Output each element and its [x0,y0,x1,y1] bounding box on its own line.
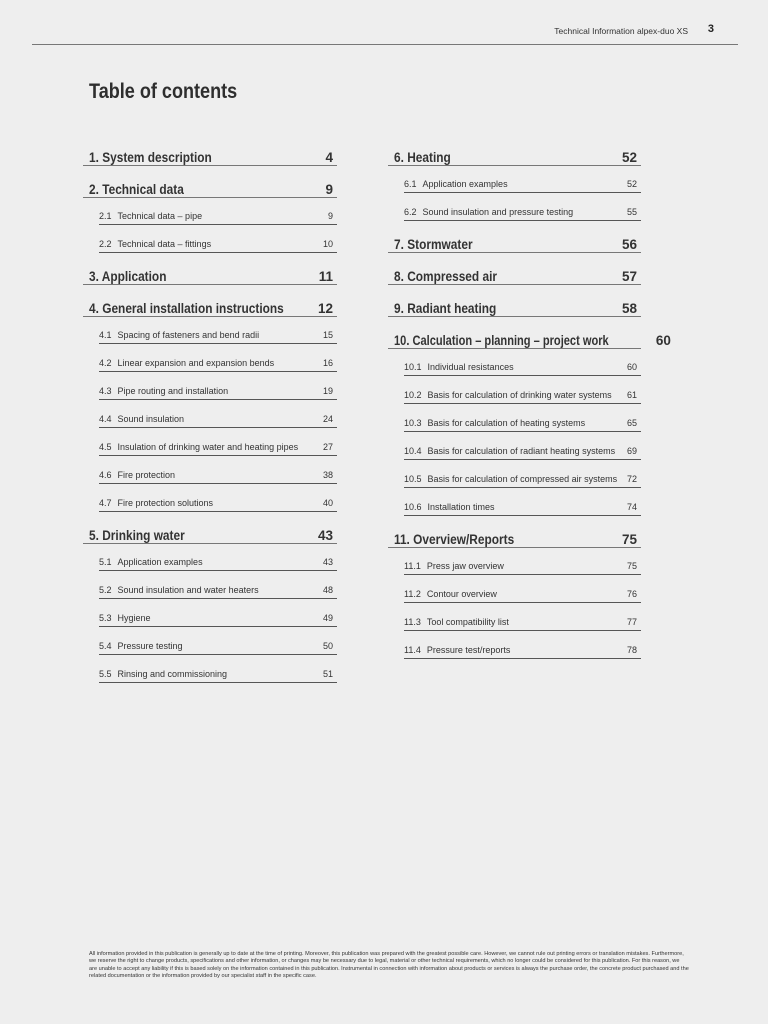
subsection-page-number: 38 [322,470,333,480]
section-page-number: 4 [325,150,333,165]
toc-section-heading[interactable] [388,267,641,285]
subsection-title: Press jaw overview [426,561,504,571]
subsection-title: Basis for calculation of drinking water systems [427,390,612,400]
toc-section-heading[interactable] [83,148,337,166]
toc-section-heading[interactable] [83,180,337,198]
subsection-number: 6.1 [404,179,417,189]
subsection-title: Contour overview [426,589,497,599]
toc-subsection-entry[interactable] [99,484,337,512]
page-number: 3 [707,23,714,35]
subsection-title: Sound insulation [117,414,185,424]
subsection-label [404,474,617,487]
subsection-title: Basis for calculation of heating systems [427,418,586,428]
subsection-title: Fire protection [117,470,176,480]
section-page-number: 56 [621,237,637,252]
subsection-title: Pressure test/reports [426,645,511,655]
subsection-label [99,330,259,343]
toc-subsection-entry[interactable] [99,317,337,344]
subsection-page-number: 78 [626,645,637,655]
subsection-page-number: 76 [626,589,637,599]
subsection-label [99,211,202,224]
subsection-number: 2.1 [99,211,112,221]
toc-left-column [83,148,337,697]
page-header [32,18,738,45]
toc-section [83,180,337,253]
toc-subsection-entry[interactable] [404,166,641,193]
section-page-number: 11 [318,269,333,284]
subsection-number: 4.3 [99,386,112,396]
subsection-page-number: 10 [322,239,333,249]
subsection-number: 11.3 [404,617,421,627]
subsection-number: 11.4 [404,645,421,655]
toc-subsection-list [83,317,337,512]
toc-section-heading[interactable] [388,235,641,253]
subsection-label [404,418,585,431]
toc-subsection-entry[interactable] [404,603,641,631]
toc-subsection-list [83,544,337,683]
subsection-title: Hygiene [117,613,151,623]
section-page-number: 43 [317,528,333,543]
subsection-page-number: 60 [626,362,637,372]
subsection-label [99,358,274,371]
toc-subsection-entry[interactable] [404,575,641,603]
toc-subsection-entry[interactable] [99,456,337,484]
section-page-number: 9 [325,182,333,197]
toc-subsection-list [388,548,641,659]
page-title: Table of contents [89,80,238,103]
subsection-label [404,207,573,220]
subsection-title: Installation times [427,502,495,512]
subsection-page-number: 27 [322,442,333,452]
subsection-label [404,617,509,630]
toc-subsection-entry[interactable] [99,344,337,372]
subsection-page-number: 48 [322,585,333,595]
subsection-page-number: 65 [626,418,637,428]
subsection-page-number: 16 [322,358,333,368]
subsection-title: Pressure testing [117,641,183,651]
toc-subsection-entry[interactable] [99,225,337,253]
subsection-label [99,414,184,427]
toc-section-heading[interactable] [83,526,337,544]
subsection-title: Application examples [422,179,508,189]
subsection-number: 6.2 [404,207,417,217]
subsection-title: Technical data – pipe [117,211,203,221]
toc-subsection-entry[interactable] [99,400,337,428]
toc-subsection-entry[interactable] [99,544,337,571]
toc-section-heading[interactable] [83,299,337,317]
subsection-number: 5.5 [99,669,112,679]
subsection-page-number: 72 [626,474,637,484]
disclaimer-text: All information provided in this publication is generally up to date at the time of printing. Moreover, this publication was prepared with the greatest possible care. However, we cannot rule out printing errors or translation mistakes. Furthermore, we reserve the right to change products, specifications and other information, or changes may be necessary due to legal, material or other technical requirements, which no longer could be considered for this publication. For this reason, we are unable to accept any liability if this is based solely on the information contained in this publication. Instrumental in connection with information about products or services is always the purchase order, the concrete product purchased and the related documentation or the information provided by our specialist staff in the specific case. [89,951,689,979]
toc-section-heading[interactable] [83,267,337,285]
section-title: 11. Overview/Reports [394,532,515,547]
toc-section [388,530,641,659]
section-title: 8. Compressed air [394,269,498,284]
subsection-label [99,239,211,252]
subsection-page-number: 43 [322,557,333,567]
toc-subsection-entry[interactable] [99,655,337,683]
subsection-label [404,390,612,403]
subsection-page-number: 74 [626,502,637,512]
subsection-number: 4.7 [99,498,112,508]
toc-section [388,148,641,221]
section-title: 7. Stormwater [394,237,473,252]
subsection-number: 10.6 [404,502,422,512]
toc-subsection-entry[interactable] [99,198,337,225]
header-title: Technical Information alpex-duo XS [554,26,688,36]
subsection-title: Sound insulation and water heaters [117,585,259,595]
subsection-label [99,641,183,654]
subsection-page-number: 50 [322,641,333,651]
section-title: 2. Technical data [89,182,184,197]
toc-section [388,235,641,253]
toc-subsection-entry[interactable] [404,432,641,460]
section-title: 4. General installation instructions [89,301,284,316]
toc-subsection-entry[interactable] [99,571,337,599]
subsection-number: 5.3 [99,613,112,623]
subsection-number: 4.5 [99,442,112,452]
section-title: 6. Heating [394,150,451,165]
toc-section-heading[interactable] [388,299,641,317]
toc-subsection-entry[interactable] [404,193,641,221]
section-page-number: 52 [621,150,637,165]
subsection-label [99,669,227,682]
subsection-title: Linear expansion and expansion bends [117,358,275,368]
toc-section-heading[interactable] [388,148,641,166]
subsection-page-number: 75 [626,561,637,571]
subsection-page-number: 19 [322,386,333,396]
subsection-title: Application examples [117,557,203,567]
toc-section [388,331,671,516]
toc-section [83,267,337,285]
subsection-page-number: 69 [626,446,637,456]
toc-section [388,267,641,285]
subsection-title: Insulation of drinking water and heating pipes [117,442,299,452]
subsection-page-number: 52 [626,179,637,189]
subsection-label [99,613,151,626]
section-page-number: 57 [621,269,637,284]
subsection-label [99,557,203,570]
subsection-label [404,362,514,375]
toc-section [83,526,337,683]
toc-section-heading[interactable] [388,530,641,548]
subsection-number: 4.1 [99,330,112,340]
toc-subsection-entry[interactable] [404,548,641,575]
section-title: 9. Radiant heating [394,301,497,316]
subsection-number: 5.2 [99,585,112,595]
toc-subsection-entry[interactable] [99,372,337,400]
subsection-title: Sound insulation and pressure testing [422,207,574,217]
section-page-number: 58 [621,301,637,316]
section-title: 5. Drinking water [89,528,185,543]
subsection-title: Technical data – fittings [117,239,212,249]
subsection-number: 4.2 [99,358,112,368]
toc-right-column [388,148,671,673]
section-page-number: 60 [655,333,671,348]
subsection-number: 10.5 [404,474,422,484]
subsection-number: 10.2 [404,390,422,400]
subsection-label [404,645,510,658]
toc-section [388,299,641,317]
subsection-label [404,446,615,459]
subsection-label [99,386,228,399]
subsection-number: 5.1 [99,557,112,567]
subsection-page-number: 40 [322,498,333,508]
toc-subsection-entry[interactable] [404,349,641,376]
subsection-title: Basis for calculation of compressed air systems [427,474,618,484]
toc-subsection-list [83,198,337,253]
subsection-number: 5.4 [99,641,112,651]
subsection-label [99,498,213,511]
subsection-label [99,585,259,598]
toc-subsection-entry[interactable] [404,631,641,659]
section-title: 3. Application [89,269,167,284]
subsection-label [99,470,175,483]
section-title: 1. System description [89,150,212,165]
toc-subsection-entry[interactable] [404,460,641,488]
section-page-number: 12 [317,301,333,316]
subsection-page-number: 77 [626,617,637,627]
toc-subsection-entry[interactable] [99,599,337,627]
subsection-number: 11.1 [404,561,421,571]
subsection-page-number: 15 [322,330,333,340]
subsection-number: 4.6 [99,470,112,480]
subsection-title: Fire protection solutions [117,498,214,508]
subsection-title: Basis for calculation of radiant heating systems [427,446,616,456]
subsection-title: Spacing of fasteners and bend radii [117,330,260,340]
toc-subsection-entry[interactable] [404,488,641,516]
subsection-page-number: 61 [626,390,637,400]
toc-subsection-list [388,349,641,516]
subsection-page-number: 51 [322,669,333,679]
section-page-number: 75 [621,532,637,547]
subsection-label [99,442,298,455]
subsection-title: Pipe routing and installation [117,386,229,396]
subsection-number: 10.4 [404,446,422,456]
subsection-title: Rinsing and commissioning [117,669,228,679]
subsection-number: 2.2 [99,239,112,249]
subsection-number: 10.1 [404,362,422,372]
toc-subsection-entry[interactable] [404,404,641,432]
subsection-page-number: 9 [327,211,333,221]
subsection-title: Individual resistances [427,362,514,372]
toc-subsection-entry[interactable] [404,376,641,404]
subsection-label [404,589,497,602]
subsection-label [404,502,495,515]
toc-section [83,148,337,166]
subsection-label [404,179,508,192]
subsection-number: 4.4 [99,414,112,424]
subsection-label [404,561,504,574]
subsection-page-number: 24 [322,414,333,424]
subsection-title: Tool compatibility list [426,617,509,627]
toc-subsection-list [388,166,641,221]
toc-subsection-entry[interactable] [99,428,337,456]
toc-subsection-entry[interactable] [99,627,337,655]
subsection-number: 11.2 [404,589,421,599]
subsection-page-number: 55 [626,207,637,217]
toc-section-heading[interactable] [388,331,671,349]
subsection-page-number: 49 [322,613,333,623]
toc-section [83,299,337,512]
section-title: 10. Calculation – planning – project work [394,333,609,348]
subsection-number: 10.3 [404,418,422,428]
